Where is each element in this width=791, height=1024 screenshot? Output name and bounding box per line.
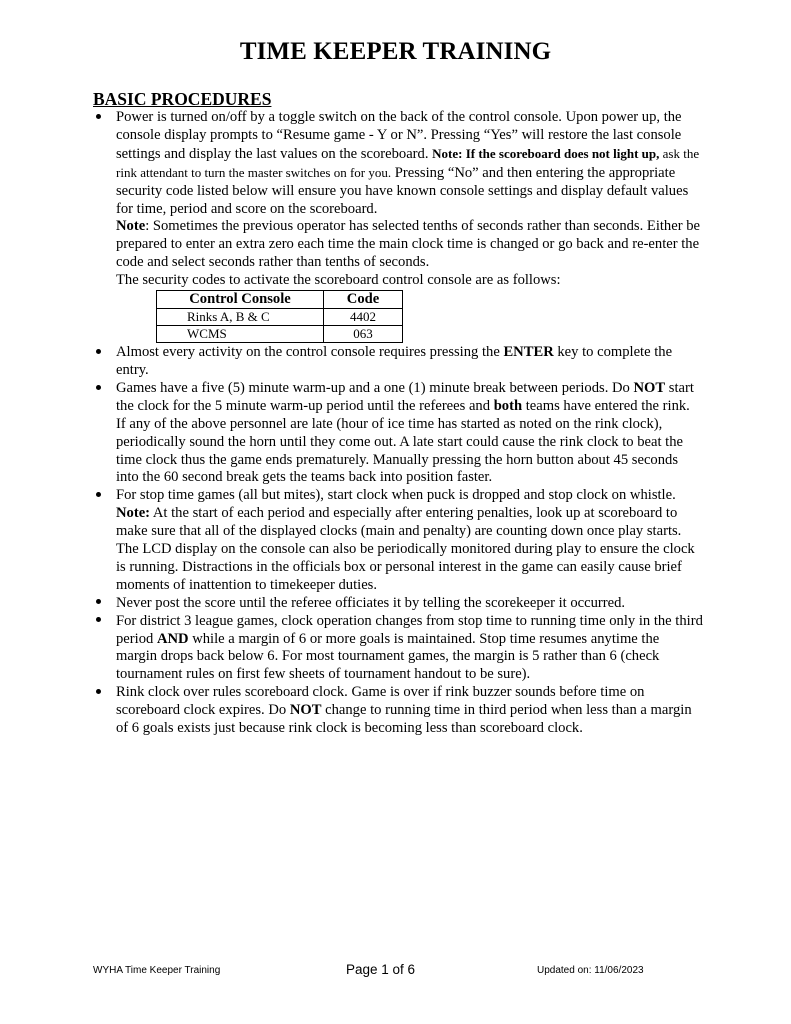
footer-doc-name: WYHA Time Keeper Training — [93, 965, 221, 976]
list-item: For district 3 league games, clock operation changes from stop time to running time only in the third period AND while a margin of 6 or more goals is maintained. Stop time resumes anytime the margin drops back below 6. For most tournament games, the margin is 5 rather than 6 (check tournament rules on first few sheets of tournament handout to be sure). — [93, 613, 703, 685]
table-row — [157, 309, 403, 326]
list-item: For stop time games (all but mites), start clock when puck is dropped and stop clock on whistle. Note: At the start of each period and especially after entering penalties, look up at scoreboard to make sure that all of the displayed clocks (main and penalty) are counting down once play starts. The LCD display on the console can also be periodically monitored during play to ensure the clock is running. Distractions in the officials box or personal interest in the game can easily cause brief moments of inattention to timekeeper duties. — [93, 487, 703, 594]
procedures-list — [93, 109, 703, 738]
bullet-icon — [93, 344, 103, 362]
bullet-icon — [93, 595, 103, 613]
updated-date: Updated on: 11/06/2023 — [537, 965, 644, 976]
list-item: Rink clock over rules scoreboard clock. Game is over if rink buzzer sounds before time on scoreboard clock expires. Do NOT change to running time in third period when less than a margin of 6 goals exists just because rink clock is becoming less than scoreboard clock. — [93, 684, 703, 738]
list-item: Almost every activity on the control console requires pressing the ENTER key to complete the entry. — [93, 344, 703, 380]
column-header-console: Control Console — [157, 291, 324, 309]
bullet-icon — [93, 487, 103, 505]
document-title: TIME KEEPER TRAINING — [239, 38, 552, 65]
section-heading: BASIC PROCEDURES — [93, 89, 272, 109]
console-cell: WCMS — [157, 326, 324, 343]
list-item: Never post the score until the referee officiates it by telling the scorekeeper it occurred. — [93, 595, 703, 613]
bullet-icon — [93, 613, 103, 631]
table-row — [157, 326, 403, 343]
console-cell: Rinks A, B & C — [157, 309, 324, 326]
list-item: Games have a five (5) minute warm-up and a one (1) minute break between periods. Do NOT start the clock for the 5 minute warm-up period until the referees and both teams have entered the rink. If any of the above personnel are late (hour of ice time has started as noted on the rink clock), periodically sound the horn until they come out. A late start could cause the rink clock to beat the time clock thus the game ends prematurely. Manually pressing the horn button about 45 seconds into the 60 second break gets the teams back into position faster. — [93, 380, 703, 487]
page-footer — [0, 962, 791, 982]
codes-intro: The security codes to activate the scoreboard control console are as follows: — [116, 272, 561, 289]
note-label: Note — [116, 218, 146, 235]
table-header-row — [157, 291, 403, 309]
column-header-code: Code — [324, 291, 403, 309]
code-cell: 4402 — [324, 309, 403, 326]
bullet-icon — [93, 684, 103, 702]
bullet-icon — [93, 380, 103, 398]
code-cell: 063 — [324, 326, 403, 343]
security-codes-table — [156, 290, 403, 343]
page-number: Page 1 of 6 — [346, 962, 416, 977]
list-item: Power is turned on/off by a toggle switch on the back of the control console. Upon power up, the console display prompts to “Resume game - Y or N”. Pressing “Yes” will restore the last console settings and display the last values on the scoreboard. Note: If the scoreboard does not light up, ask the rink attendant to turn the master switches on for you. Pressing “No” and then entering the appropriate security code listed below will ensure you have known console settings and display default values for time, period and score on the scoreboard. Note: Sometimes the previous operator has selected tenths of seconds rather than seconds. Either be prepared to enter an extra zero each time the main clock time is changed or go back and re-enter the code and select seconds rather than tenths of seconds. The security codes to activate the scoreboard control console are as follows: Control Console Code Rinks A, B & C 4402 WCMS 063 — [93, 109, 703, 343]
bullet-icon — [93, 109, 103, 127]
